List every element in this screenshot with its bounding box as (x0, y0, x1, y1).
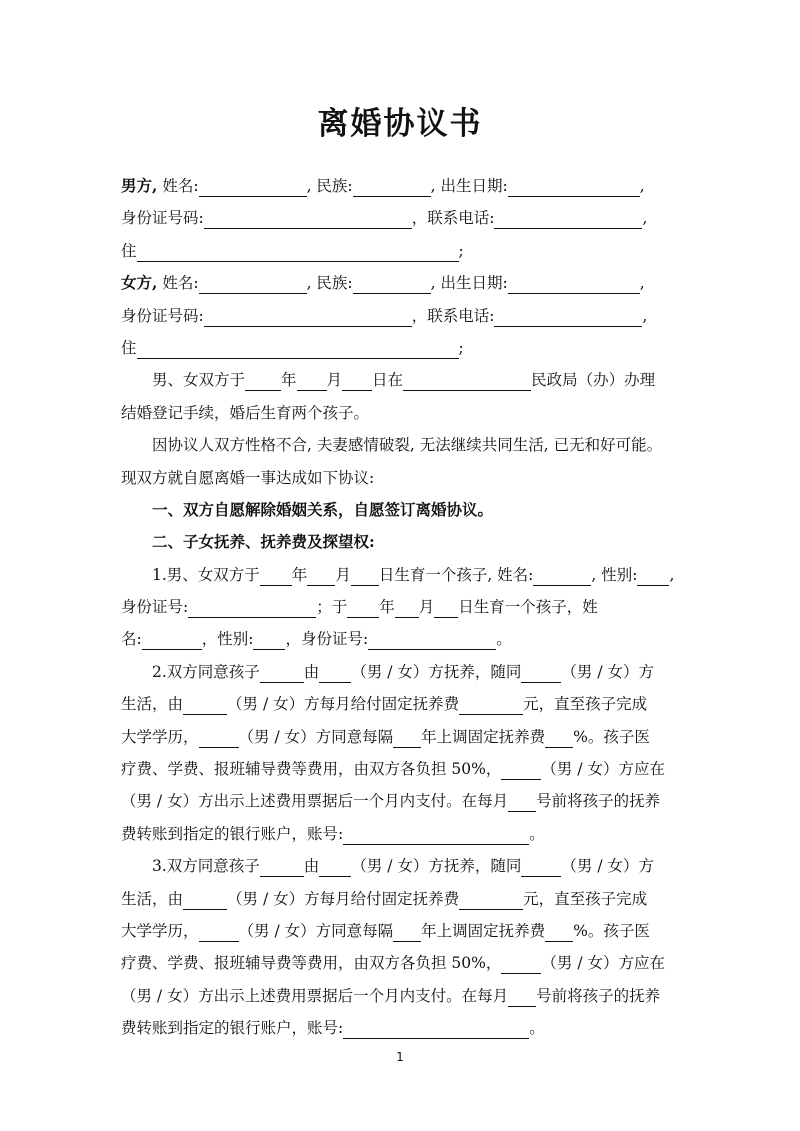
clause-text: （男 / 女）方出示上述费用票据后一个月内支付。在每月 (121, 792, 509, 811)
clause-text: （男 / 女）方 (561, 857, 654, 876)
man-label: 男方, (121, 176, 158, 195)
section-2-heading: 二、子女抚养、抚养费及探望权: (152, 532, 375, 552)
child1-day-blank[interactable] (351, 565, 379, 586)
clause2-line-5 (121, 785, 680, 817)
punctuation: , (642, 306, 648, 325)
marriage-line-2: 结婚登记手续，婚后生育两个孩子。 (121, 403, 370, 422)
year-label: 年 (281, 371, 297, 390)
clause2-line-3 (121, 721, 680, 753)
child1-month-blank[interactable] (307, 565, 335, 586)
woman-address-label: 住 (121, 338, 137, 357)
clause2-line-2 (121, 688, 680, 720)
clause-text: 年上调固定抚养费 (421, 921, 546, 940)
id-label: 身份证号: (121, 598, 189, 617)
man-info-line-2 (121, 202, 680, 234)
child1-name-blank[interactable] (533, 565, 591, 586)
punctuation: , (642, 209, 648, 228)
punctuation: 。 (529, 1019, 545, 1038)
clause2-payer-blank[interactable] (183, 694, 227, 715)
clause-text: 年上调固定抚养费 (421, 727, 546, 746)
clause-text: 3.双方同意孩子 (152, 857, 260, 876)
woman-ethnicity-blank[interactable] (353, 273, 431, 294)
child2-month-blank[interactable] (395, 597, 419, 618)
clause-text: 大学学历， (121, 727, 199, 746)
day-label: 日在 (372, 371, 404, 390)
punctuation: 。 (496, 630, 512, 649)
clause2-line-4 (121, 753, 680, 785)
child2-year-blank[interactable] (347, 597, 379, 618)
child1-id-blank[interactable] (188, 597, 316, 618)
woman-ethnicity-label: , 民族: (306, 274, 353, 293)
gender-label: ，性别: (201, 630, 254, 649)
woman-birth-label: , 出生日期: (430, 274, 508, 293)
clause3-line-4 (121, 947, 680, 979)
children-text: 1.男、女双方于 (152, 565, 260, 584)
woman-phone-blank[interactable] (494, 306, 642, 327)
document-title: 离婚协议书 (317, 106, 483, 142)
clause3-child-blank[interactable] (260, 856, 304, 877)
children-line-2 (121, 591, 680, 623)
children-text: 日生育一个孩子，姓 (458, 598, 598, 617)
children-line-3 (121, 623, 680, 655)
woman-name-label: 姓名: (157, 274, 199, 293)
clause3-line-2 (121, 883, 680, 915)
children-text: ；于 (316, 598, 348, 617)
child2-id-blank[interactable] (368, 629, 496, 650)
clause2-live-with-blank[interactable] (521, 662, 561, 683)
woman-phone-label: ，联系电话: (411, 306, 495, 325)
man-ethnicity-label: , 民族: (306, 177, 353, 195)
clause2-line-1 (121, 656, 680, 688)
clause-text: 2.双方同意孩子 (152, 662, 260, 681)
marriage-text: 男、女双方于 (152, 371, 246, 390)
man-id-label: 身份证号码: (121, 209, 204, 228)
child1-gender-blank[interactable] (637, 565, 669, 586)
woman-info-line-2 (121, 300, 680, 332)
clause3-custodian-blank[interactable] (319, 856, 351, 877)
man-address-blank[interactable] (137, 241, 459, 262)
child1-year-blank[interactable] (260, 565, 292, 586)
clause2-child-blank[interactable] (260, 662, 304, 683)
clause-text: 由 (303, 857, 320, 876)
clause-text: 元，直至孩子完成 (523, 889, 648, 908)
clause3-line-1 (121, 850, 680, 882)
children-text: 日生育一个孩子, 姓名: (378, 565, 534, 584)
clause3-line-3 (121, 915, 680, 947)
punctuation: , (639, 274, 645, 293)
clause-text: （男 / 女）方每月给付固定抚养费 (227, 889, 460, 908)
clause-text: %。孩子医 (573, 921, 650, 940)
document-body (121, 170, 680, 1045)
marriage-day-blank[interactable] (342, 370, 372, 391)
man-phone-label: ，联系电话: (411, 209, 495, 228)
clause-text: 大学学历， (121, 921, 199, 940)
punctuation: 。 (529, 824, 545, 843)
man-phone-blank[interactable] (494, 208, 642, 229)
clause-text: 疗费、学费、报班辅导费等费用，由双方各负担 50%， (121, 954, 502, 973)
clause-text: 疗费、学费、报班辅导费等费用，由双方各负担 50%， (121, 760, 502, 779)
clause3-account-blank[interactable] (343, 1018, 529, 1039)
clause-text: 生活，由 (121, 695, 184, 714)
clause-text: （男 / 女）方同意每隔 (238, 921, 394, 940)
child2-day-blank[interactable] (434, 597, 458, 618)
clause-text: 费转账到指定的银行账户，账号: (121, 1019, 344, 1038)
clause-text: （男 / 女）方 (561, 662, 654, 681)
clause3-pay-party-blank[interactable] (501, 953, 541, 974)
man-name-label: 姓名: (157, 177, 199, 195)
clause-text: （男 / 女）方应在 (541, 760, 665, 779)
clause-text: 费转账到指定的银行账户，账号: (121, 824, 344, 843)
clause2-custodian-blank[interactable] (319, 662, 351, 683)
section-1-heading: 一、双方自愿解除婚姻关系，自愿签订离婚协议。 (152, 499, 494, 519)
clause-text: %。孩子医 (573, 727, 650, 746)
clause2-pay-party-blank[interactable] (501, 759, 541, 780)
clause3-line-5 (121, 980, 680, 1012)
woman-birth-blank[interactable] (508, 273, 640, 294)
punctuation: ; (458, 241, 464, 260)
clause3-live-with-blank[interactable] (521, 856, 561, 877)
year-label: 年 (379, 598, 395, 617)
clause-text: （男 / 女）方抚养，随同 (351, 662, 522, 681)
month-label: 月 (418, 598, 435, 617)
clause-text: （男 / 女）方应在 (541, 954, 665, 973)
child2-gender-blank[interactable] (253, 629, 285, 650)
clause-text: （男 / 女）方抚养，随同 (351, 857, 522, 876)
clause3-percent-blank[interactable] (545, 921, 573, 942)
woman-info-line-1 (121, 267, 680, 299)
clause2-account-blank[interactable] (343, 824, 529, 845)
clause3-amount-blank[interactable] (459, 889, 523, 910)
woman-address-blank[interactable] (137, 338, 459, 359)
clause3-day-blank[interactable] (508, 986, 536, 1007)
man-id-blank[interactable] (204, 208, 412, 229)
man-birth-label: , 出生日期: (430, 177, 508, 195)
bureau-label: 民政局（办）办理 (531, 371, 656, 390)
man-address-label: 住 (121, 241, 137, 260)
clause3-adjust-party-blank[interactable] (199, 921, 239, 942)
man-name-blank[interactable] (199, 176, 307, 197)
woman-id-blank[interactable] (204, 306, 412, 327)
children-line-1 (121, 559, 680, 591)
clause2-percent-blank[interactable] (545, 727, 573, 748)
marriage-month-blank[interactable] (297, 370, 327, 391)
clause3-payer-blank[interactable] (183, 889, 227, 910)
punctuation: , (669, 565, 675, 584)
punctuation: ; (458, 338, 464, 357)
clause2-adjust-party-blank[interactable] (199, 727, 239, 748)
woman-id-label: 身份证号码: (121, 306, 204, 325)
woman-name-blank[interactable] (199, 273, 307, 294)
marriage-line-1 (121, 364, 680, 396)
month-label: 月 (335, 565, 351, 584)
clause2-years-blank[interactable] (393, 727, 421, 748)
man-ethnicity-blank[interactable] (353, 176, 431, 197)
clause2-amount-blank[interactable] (459, 694, 523, 715)
gender-label: , 性别: (591, 565, 638, 584)
year-label: 年 (291, 565, 308, 584)
woman-info-line-3 (121, 332, 680, 364)
page-number: 1 (396, 1050, 404, 1064)
clause-text: 生活，由 (121, 889, 184, 908)
clause-text: 号前将孩子的抚养 (536, 792, 661, 811)
clause-text: 由 (303, 662, 320, 681)
reason-line-1: 因协议人双方性格不合, 夫妻感情破裂, 无法继续共同生活, 已无和好可能。 (152, 436, 663, 455)
clause2-line-6 (121, 818, 680, 850)
punctuation: , (639, 177, 645, 195)
id-label: ，身份证号: (285, 630, 369, 649)
man-birth-blank[interactable] (508, 176, 640, 197)
clause-text: 元，直至孩子完成 (523, 695, 648, 714)
clause-text: （男 / 女）方同意每隔 (238, 727, 394, 746)
clause2-day-blank[interactable] (508, 791, 536, 812)
clause-text: （男 / 女）方出示上述费用票据后一个月内支付。在每月 (121, 986, 509, 1005)
clause3-years-blank[interactable] (393, 921, 421, 942)
clause-text: （男 / 女）方每月给付固定抚养费 (227, 695, 460, 714)
name-label: 名: (121, 630, 142, 649)
woman-label: 女方, (121, 273, 158, 293)
marriage-bureau-blank[interactable] (403, 370, 531, 391)
clause-text: 号前将孩子的抚养 (536, 986, 661, 1005)
child2-name-blank[interactable] (142, 629, 202, 650)
clause3-line-6 (121, 1012, 680, 1044)
month-label: 月 (326, 371, 343, 390)
man-info-line-3 (121, 235, 680, 267)
marriage-year-blank[interactable] (245, 370, 281, 391)
man-info-line-1 (121, 170, 680, 202)
reason-line-2: 现双方就自愿离婚一事达成如下协议: (121, 468, 375, 487)
